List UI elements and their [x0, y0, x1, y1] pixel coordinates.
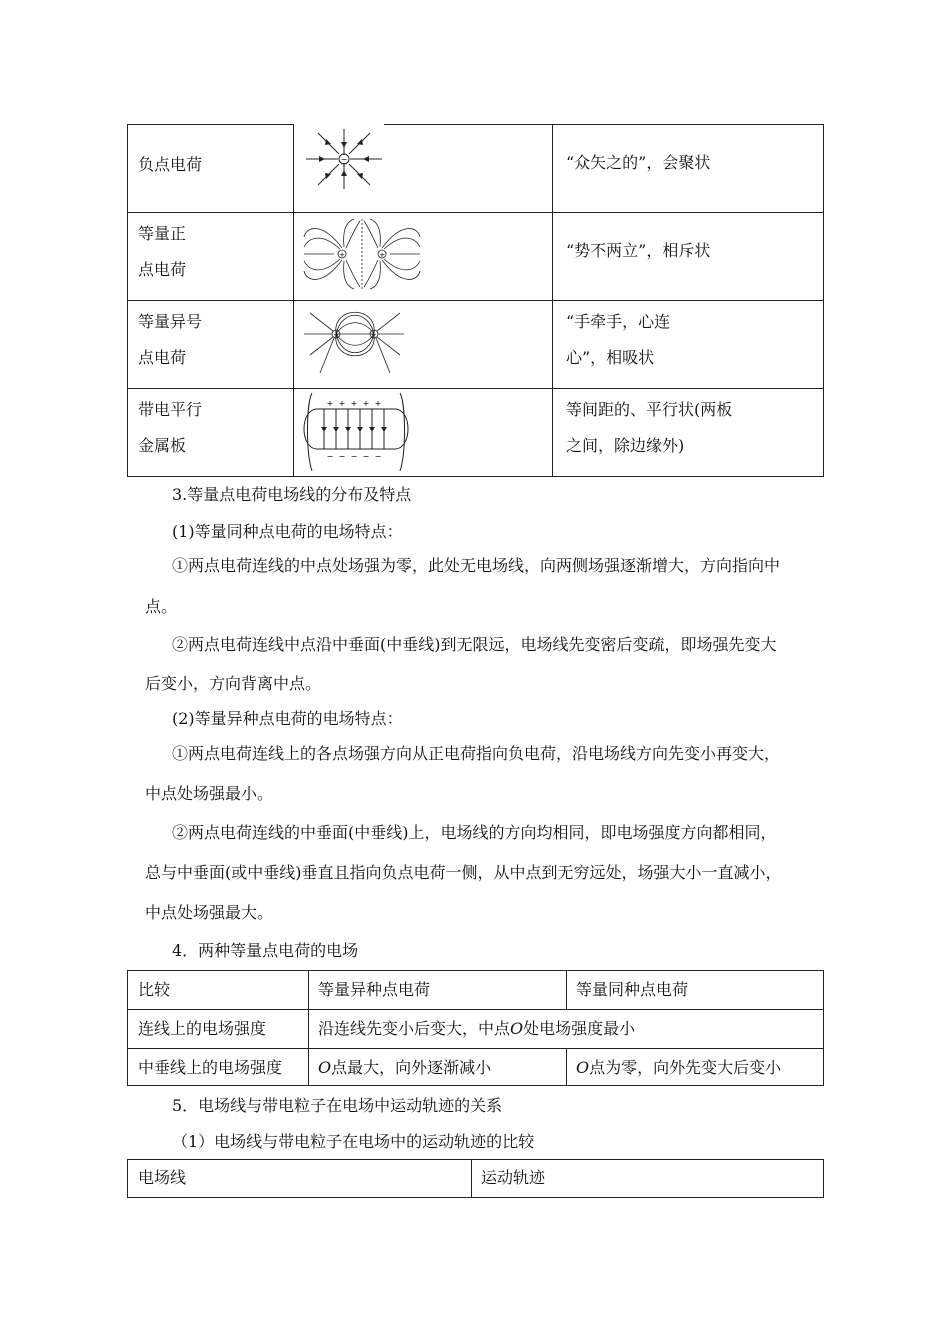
table-header: 电场线: [138, 1168, 187, 1187]
plus-sign: +: [379, 251, 385, 259]
table-divider: [471, 1160, 472, 1197]
minus-sign: −: [340, 155, 348, 164]
paragraph-line: 后变小，方向背离中点。: [145, 674, 322, 693]
minus-sign: −: [338, 452, 346, 461]
cell-text: 沿连线先变小后变大，中点: [318, 1019, 511, 1038]
cell-text: 点为零，向外先变大后变小: [589, 1058, 782, 1077]
row-desc: [566, 392, 732, 428]
plus-sign: +: [326, 399, 334, 408]
parallel-plates-field-icon: [302, 391, 412, 475]
row-name: [138, 428, 186, 464]
plus-sign: +: [362, 399, 370, 408]
minus-sign: −: [374, 452, 382, 461]
row-desc: [566, 233, 710, 269]
sub-heading: (1)等量同种点电荷的电场特点：: [172, 522, 403, 541]
row-name: [138, 147, 202, 183]
row-desc-line: 等间距的、平行状(两板: [566, 400, 733, 419]
sub-heading: （1）电场线与带电粒子在电场中的运动轨迹的比较: [172, 1132, 535, 1151]
row-desc: [566, 340, 654, 376]
row-name-line: 点电荷: [138, 260, 187, 279]
row-name: [138, 304, 202, 340]
comparison-table: [127, 970, 824, 1086]
table-divider: [566, 1048, 567, 1085]
point-o-label: O: [510, 1019, 524, 1038]
row-name-line: 负点电荷: [138, 155, 203, 174]
table-cell: [318, 1055, 491, 1078]
minus-sign: −: [362, 452, 370, 461]
row-name: [138, 216, 186, 252]
plus-sign: +: [338, 399, 346, 408]
paragraph-line: 中点处场强最大。: [145, 903, 274, 922]
trajectory-table: [127, 1159, 824, 1198]
row-name-line: 带电平行: [138, 400, 203, 419]
table-divider: [566, 971, 567, 1009]
row-desc: [566, 145, 710, 181]
table-divider: [128, 1048, 823, 1049]
point-o-label: O: [576, 1058, 590, 1077]
row-desc-line: “势不两立”，相斥状: [566, 241, 711, 260]
cell-text: 点最大，向外逐渐减小: [331, 1058, 492, 1077]
row-name-line: 等量异号: [138, 312, 203, 331]
section-heading: 4．两种等量点电荷的电场: [172, 941, 359, 960]
plus-sign: +: [350, 399, 358, 408]
paragraph-line: ②两点电荷连线的中垂面(中垂线)上，电场线的方向均相同，即电场强度方向都相同，: [172, 823, 777, 842]
field-lines-table: [127, 124, 824, 477]
table-header: 等量异种点电荷: [318, 980, 431, 999]
equal-positive-charges-field-icon: [302, 217, 422, 291]
paragraph-line: 总与中垂面(或中垂线)垂直且指向负点电荷一侧，从中点到无穷远处，场强大小一直减小，: [145, 863, 782, 882]
paragraph-line: 中点处场强最小。: [145, 784, 274, 803]
row-desc-line: “手牵手，心连: [566, 312, 671, 331]
row-desc: [566, 304, 670, 340]
row-name: [138, 340, 186, 376]
table-cell: 连线上的电场强度: [138, 1019, 267, 1038]
row-desc-line: 心”，相吸状: [566, 348, 655, 367]
row-desc-line: 之间，除边缘外): [566, 436, 685, 455]
cell-text: 处电场强度最小: [523, 1019, 636, 1038]
table-divider: [128, 212, 823, 213]
minus-sign: −: [350, 452, 358, 461]
plus-sign: +: [339, 251, 345, 259]
paragraph-line: ②两点电荷连线中点沿中垂面(中垂线)到无限远，电场线先变密后变疏，即场强先变大: [172, 635, 777, 654]
plus-sign: +: [333, 331, 339, 339]
opposite-charges-field-icon: [302, 305, 406, 381]
table-divider: [128, 300, 823, 301]
table-cell: [576, 1055, 781, 1078]
section-heading: 5．电场线与带电粒子在电场中运动轨迹的关系: [172, 1096, 503, 1115]
table-header: 等量同种点电荷: [576, 980, 689, 999]
table-divider: [128, 388, 823, 389]
table-divider: [128, 1009, 823, 1010]
table-header: 运动轨迹: [481, 1168, 546, 1187]
paragraph-line: ①两点电荷连线的中点处场强为零，此处无电场线，向两侧场强逐渐增大，方向指向中: [172, 556, 781, 575]
paragraph-line: ①两点电荷连线上的各点场强方向从正电荷指向负电荷，沿电场线方向先变小再变大，: [172, 744, 781, 763]
sub-heading: (2)等量异种点电荷的电场特点：: [172, 709, 403, 728]
border-gap: [294, 124, 384, 126]
row-name-line: 等量正: [138, 224, 187, 243]
row-name-line: 金属板: [138, 436, 187, 455]
row-name: [138, 252, 186, 288]
minus-sign: −: [326, 452, 334, 461]
table-divider: [308, 971, 309, 1085]
minus-sign: −: [371, 331, 377, 339]
negative-point-charge-field-icon: [304, 127, 394, 207]
row-desc-line: “众矢之的”，会聚状: [566, 153, 711, 172]
table-cell: [318, 1016, 635, 1039]
plus-sign: +: [374, 399, 382, 408]
table-header: 比较: [138, 980, 171, 999]
row-desc: [566, 428, 684, 464]
section-heading: 3.等量点电荷电场线的分布及特点: [172, 485, 412, 504]
point-o-label: O: [318, 1058, 332, 1077]
paragraph-line: 点。: [145, 597, 178, 616]
row-name: [138, 392, 202, 428]
table-cell: 中垂线上的电场强度: [138, 1058, 283, 1077]
row-name-line: 点电荷: [138, 348, 187, 367]
